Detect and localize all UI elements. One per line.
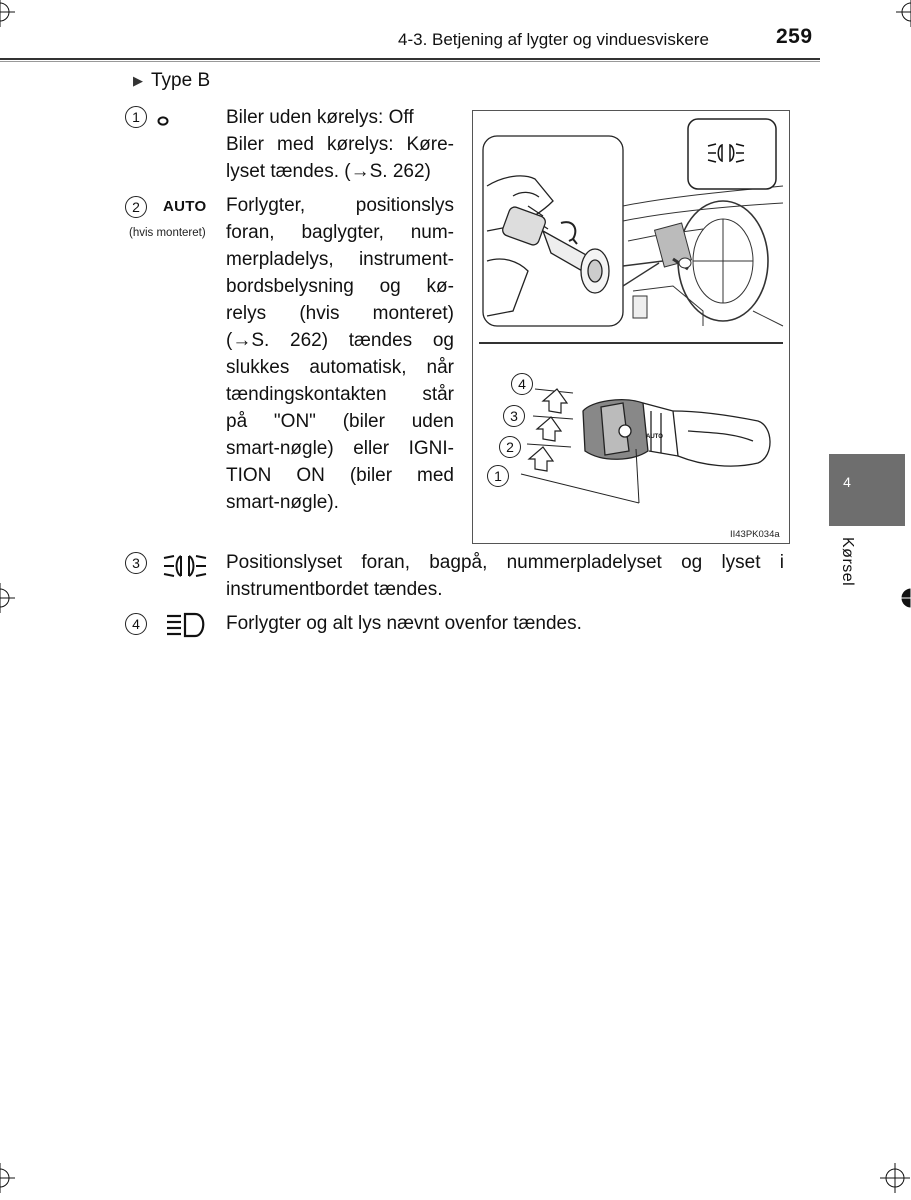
chapter-number: 4 — [843, 474, 851, 490]
item-2-line: Forlygter, positionslys — [226, 195, 454, 216]
figure-callout-2: 2 — [499, 436, 521, 458]
registration-mark-mid-right — [896, 583, 911, 613]
figure-code: II43PK034a — [730, 529, 780, 540]
item-3-line: instrumentbordet tændes. — [226, 579, 443, 600]
registration-mark-top-left — [0, 0, 15, 27]
figure-frame — [472, 110, 790, 544]
item-2-text — [226, 192, 454, 516]
registration-mark-bottom-left — [0, 1163, 15, 1193]
item-2-line: smart-nøgle). — [226, 492, 339, 513]
page-number: 259 — [776, 25, 813, 48]
item-3-number: 3 — [125, 552, 147, 574]
item-4-text — [226, 610, 784, 637]
lever-detail — [583, 400, 770, 466]
item-1-number: 1 — [125, 106, 147, 128]
item-2-line: bordsbelysning og kø- — [226, 276, 454, 297]
item-2-line: på "ON" (biler uden — [226, 411, 454, 432]
chapter-label: Kørsel — [839, 537, 856, 587]
figure-illustration — [473, 111, 789, 543]
item-1-line: Biler uden kørelys: Off — [226, 107, 414, 128]
item-2-line: slukkes automatisk, når — [226, 357, 454, 378]
registration-mark-bottom-right — [880, 1163, 910, 1193]
header-rule — [0, 58, 820, 60]
headlight-icon — [165, 611, 209, 639]
item-2-line: TION ON (biler med — [226, 465, 454, 486]
item-2-line: merpladelys, instrument- — [226, 249, 454, 270]
off-position-icon — [157, 113, 169, 123]
item-2-line: (→S. 262) tændes og — [226, 330, 454, 351]
chapter-tab — [829, 454, 905, 526]
up-arrow-icons — [529, 389, 567, 471]
item-1-line: Biler med kørelys: Køre- — [226, 134, 454, 155]
item-1-text — [226, 104, 454, 185]
auto-availability-note: (hvis monteret) — [129, 227, 206, 239]
item-2-line: tændingskontakten står — [226, 384, 454, 405]
item-3-text — [226, 549, 784, 603]
header-rule-thin — [0, 61, 820, 62]
item-1-line: lyset tændes. (→S. 262) — [226, 161, 431, 182]
registration-mark-mid-left — [0, 583, 15, 613]
item-2-line: relys (hvis monteret) — [226, 303, 454, 324]
section-heading — [133, 70, 210, 92]
auto-symbol-label: AUTO — [163, 198, 207, 215]
indicator-callout — [688, 119, 776, 189]
item-4-number: 4 — [125, 613, 147, 635]
item-3-line: Positionslyset foran, bagpå, nummerpladelyset og lyset i — [226, 552, 784, 573]
section-title: 4-3. Betjening af lygter og vinduesviskere — [398, 30, 709, 49]
triangle-bullet-icon: ▶ — [133, 73, 143, 88]
dashboard-drawing — [623, 186, 783, 326]
figure-callout-3: 3 — [503, 405, 525, 427]
item-2-number: 2 — [125, 196, 147, 218]
item-2-line: smart-nøgle) eller IGNI- — [226, 438, 454, 459]
section-heading-text: Type B — [151, 70, 211, 91]
item-4-line: Forlygter og alt lys nævnt ovenfor tændes. — [226, 613, 582, 634]
figure-callout-4: 4 — [511, 373, 533, 395]
figure-callout-1: 1 — [487, 465, 509, 487]
registration-mark-top-right — [896, 0, 911, 27]
item-2-line: foran, baglygter, num- — [226, 222, 454, 243]
hand-on-lever-inset — [483, 136, 623, 326]
lever-auto-label: AUTO — [646, 434, 663, 440]
position-light-icon — [162, 553, 208, 579]
